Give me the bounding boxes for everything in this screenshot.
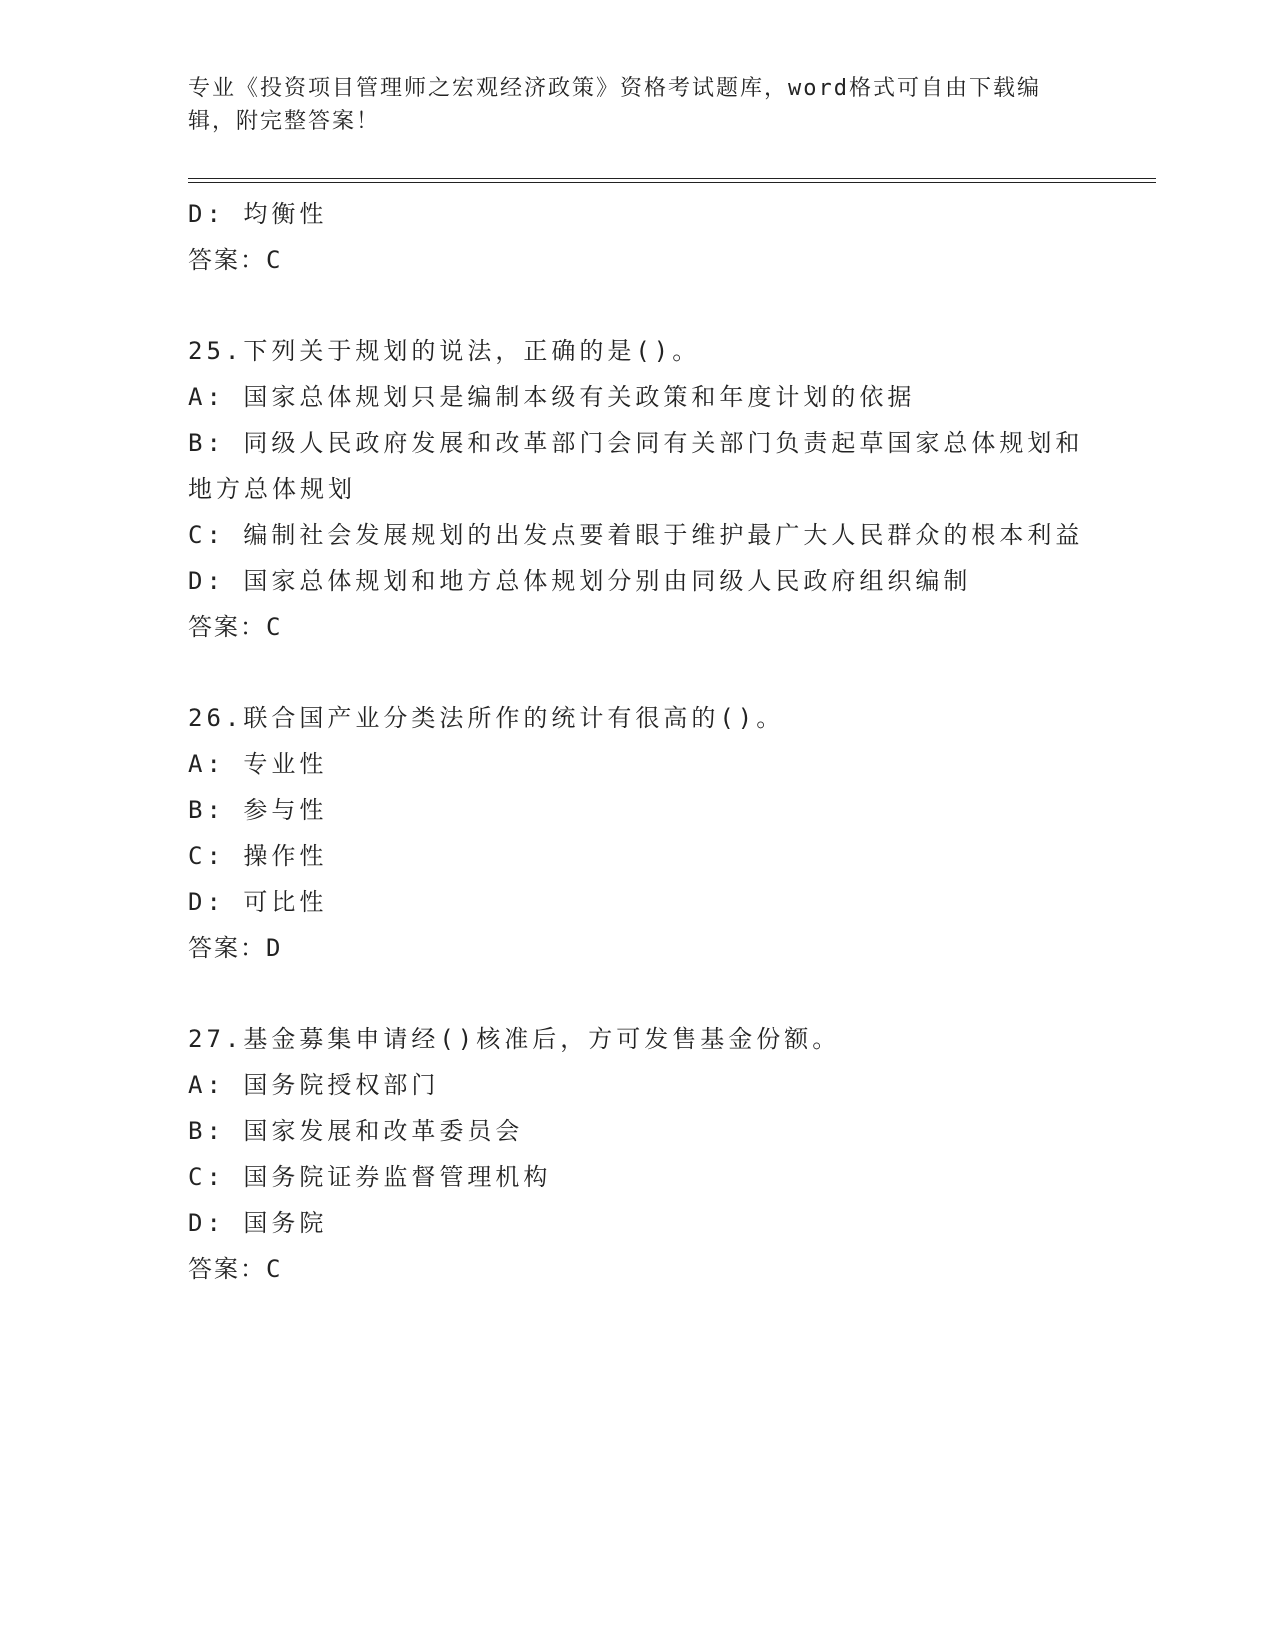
header-rule-bottom	[188, 182, 1156, 183]
question-25	[188, 328, 1088, 650]
option-a: A: 国务院授权部门	[188, 1071, 440, 1099]
option-d: D: 国务院	[188, 1209, 328, 1237]
answer: 答案：C	[188, 1255, 283, 1283]
option-b: B: 国家发展和改革委员会	[188, 1117, 524, 1145]
spacer	[188, 650, 1088, 695]
document-body	[188, 191, 1088, 1292]
spacer	[188, 283, 1088, 328]
option-c: C: 国务院证券监督管理机构	[188, 1163, 552, 1191]
spacer	[188, 971, 1088, 1016]
option-d: D: 可比性	[188, 888, 328, 916]
answer: 答案：D	[188, 934, 283, 962]
question-24-tail	[188, 191, 1088, 283]
question-text: 27.基金募集申请经()核准后，方可发售基金份额。	[188, 1025, 841, 1053]
question-26	[188, 695, 1088, 971]
option-d: D: 均衡性	[188, 200, 328, 228]
option-a: A: 国家总体规划只是编制本级有关政策和年度计划的依据	[188, 383, 916, 411]
answer: 答案：C	[188, 613, 283, 641]
answer: 答案：C	[188, 246, 283, 274]
question-text: 26.联合国产业分类法所作的统计有很高的()。	[188, 704, 785, 732]
option-c: C: 操作性	[188, 842, 328, 870]
option-d: D: 国家总体规划和地方总体规划分别由同级人民政府组织编制	[188, 567, 972, 595]
question-text: 25.下列关于规划的说法，正确的是()。	[188, 337, 701, 365]
document-header: 专业《投资项目管理师之宏观经济政策》资格考试题库，word格式可自由下载编辑，附完整答案！	[188, 76, 1041, 134]
option-b: B: 同级人民政府发展和改革部门会同有关部门负责起草国家总体规划和地方总体规划	[188, 429, 1084, 503]
option-a: A: 专业性	[188, 750, 328, 778]
option-c: C: 编制社会发展规划的出发点要着眼于维护最广大人民群众的根本利益	[188, 521, 1084, 549]
header-rule-top	[188, 178, 1156, 179]
question-27	[188, 1016, 1088, 1292]
option-b: B: 参与性	[188, 796, 328, 824]
